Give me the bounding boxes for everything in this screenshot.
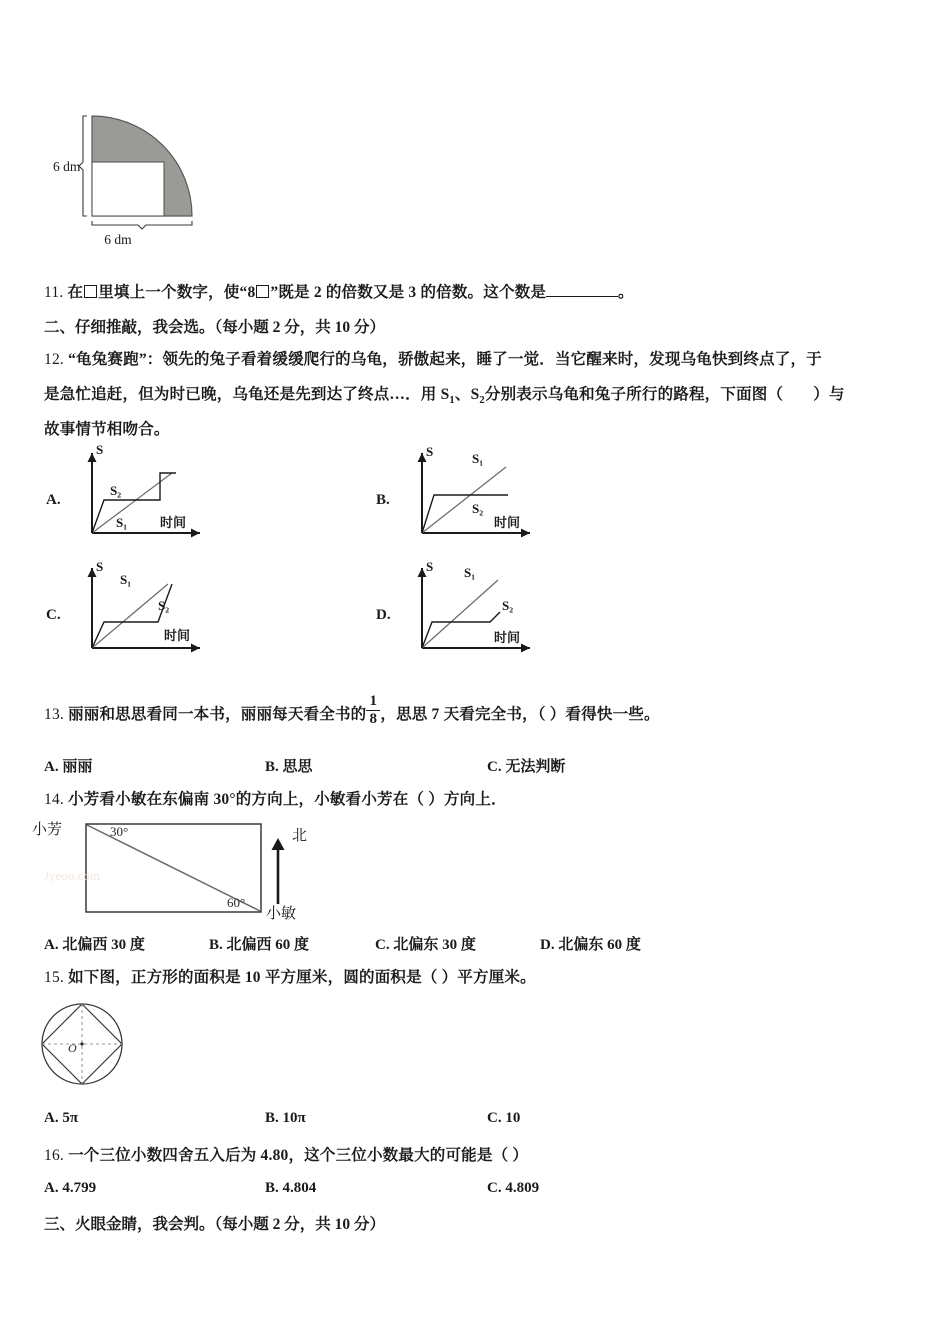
option-14-b[interactable] [209,933,309,954]
question-16 [44,1145,528,1167]
fraction-one-eighth [366,694,380,727]
question-11 [44,282,634,304]
section-3-heading: 三、火眼金睛，我会判。（每小题 2 分，共 10 分） [44,1216,386,1233]
blank-box-icon [84,285,97,298]
option-15-b-text: 10π [282,1110,306,1126]
option-13-b[interactable] [265,755,313,776]
question-13-text-b: ，思思 7 天看完全书，（ ）看得快一些。 [380,706,660,723]
figure-14-label-person-a: 小芳 [32,821,63,838]
option-12-c-s2-label: S₂ [158,598,170,613]
option-16-b-letter: B. [265,1180,279,1196]
figure-circle-with-square [36,996,166,1100]
option-15-a-text: 5π [62,1110,79,1126]
question-15-text: 如下图，正方形的面积是 10 平方厘米，圆的面积是（ ）平方厘米。 [68,969,536,986]
option-12-c-x-axis-label: 时间 [164,628,191,643]
question-14-number: 14. [44,791,64,808]
question-15-number: 15. [44,969,64,986]
option-14-a-letter: A. [44,937,59,953]
option-16-a-text: 4.799 [62,1180,97,1196]
sub-1: 1 [449,395,455,407]
question-16-text: 一个三位小数四舍五入后为 4.80，这个三位小数最大的可能是（ ） [68,1147,529,1164]
question-16-number: 16. [44,1147,64,1164]
question-12-line-2 [44,384,845,412]
option-16-c-letter: C. [487,1180,502,1196]
option-12-c-s1-label: S₁ [120,572,132,587]
option-12-b-x-axis-label: 时间 [494,515,521,530]
option-12-c-letter: C. [46,607,61,623]
fraction-numerator: 1 [366,694,380,711]
question-12-line-1 [44,349,822,371]
question-11-text-after: ”既是 2 的倍数又是 3 的倍数。这个数是 [270,284,547,301]
question-12-text-2c: 分别表示乌龟和兔子所行的路程，下面图（ [484,386,784,403]
option-14-d-text: 北偏东 60 度 [558,937,641,953]
question-12-text-2b: 、S [454,386,480,403]
blank-box-icon-2 [256,285,269,298]
option-16-a[interactable] [44,1180,96,1197]
question-13-number: 13. [44,706,64,723]
figure-quarter-label-bottom: 6 dm [104,232,132,247]
option-16-b[interactable] [265,1180,316,1197]
option-12-a-s2-label: S₂ [110,483,122,498]
option-12-c-graph[interactable] [72,560,232,665]
section-2-heading: 二、仔细推敲，我会选。（每小题 2 分，共 10 分） [44,319,386,336]
option-15-a[interactable] [44,1110,78,1127]
option-16-b-text: 4.804 [282,1180,317,1196]
question-12-text-2a: 是急忙追赶，但为时已晚，乌龟还是先到达了终点…．用 S [44,386,450,403]
option-12-b-y-axis-label: S [426,445,434,459]
option-13-a-letter: A. [44,759,59,775]
option-15-a-letter: A. [44,1110,59,1126]
figure-quarter-label-left: 6 dm [53,159,81,174]
option-15-c-text: 10 [505,1110,521,1126]
option-15-c-letter: C. [487,1110,502,1126]
option-14-d-letter: D. [540,937,555,953]
figure-15-center-label: O [68,1041,77,1055]
figure-14-watermark: Jyeoo.com [44,868,100,883]
question-11-text-mid: 里填上一个数字，使“8 [98,284,256,301]
option-13-a[interactable] [44,755,92,776]
option-12-d-s2-label: S₂ [502,598,514,613]
option-14-c-letter: C. [375,937,390,953]
option-12-a-letter: A. [46,492,61,508]
figure-quarter-circle [50,98,250,250]
figure-14-label-north: 北 [292,827,308,844]
option-14-d[interactable] [540,933,641,954]
question-15 [44,967,536,989]
question-13-text-a: 丽丽和思思看同一本书，丽丽每天看全书的 [68,706,367,723]
figure-14-angle-top: 30° [110,824,129,839]
option-13-c[interactable] [487,755,565,776]
question-14-text: 小芳看小敏在东偏南 30°的方向上，小敏看小芳在（ ）方向上． [68,791,507,808]
option-12-c-y-axis-label: S [96,560,104,574]
option-14-a[interactable] [44,933,145,954]
option-15-b[interactable] [265,1110,306,1127]
option-13-c-text: 无法判断 [505,759,566,775]
question-11-text-before: 在 [67,284,84,301]
option-14-c[interactable] [375,933,476,954]
question-11-number: 11. [44,284,64,301]
figure-direction-diagram [30,808,360,926]
option-12-d-graph[interactable] [402,560,562,665]
option-12-a-graph[interactable] [72,445,232,550]
option-12-a-x-axis-label: 时间 [160,515,187,530]
option-15-b-letter: B. [265,1110,279,1126]
option-13-a-text: 丽丽 [62,759,93,775]
figure-14-label-person-b: 小敏 [266,905,297,922]
option-12-b-s1-label: S₁ [472,451,484,466]
option-13-b-text: 思思 [282,759,313,775]
option-13-b-letter: B. [265,759,279,775]
question-13 [44,694,660,727]
question-12-text-2d: ）与 [813,386,845,403]
option-14-a-text: 北偏西 30 度 [62,937,145,953]
option-12-a-s1-label: S₁ [116,515,128,530]
option-16-c[interactable] [487,1180,539,1197]
question-12-number: 12. [44,351,64,368]
option-12-d-x-axis-label: 时间 [494,630,521,645]
question-12-line-3: 故事情节相吻合。 [44,421,170,438]
option-14-c-text: 北偏东 30 度 [393,937,476,953]
option-12-a-y-axis-label: S [96,445,104,457]
option-16-a-letter: A. [44,1180,59,1196]
option-13-c-letter: C. [487,759,502,775]
option-12-d-y-axis-label: S [426,560,434,574]
option-12-d-s1-label: S₁ [464,565,476,580]
option-16-c-text: 4.809 [505,1180,540,1196]
sub-2: 2 [479,395,485,407]
option-15-c[interactable] [487,1110,520,1127]
option-14-b-letter: B. [209,937,223,953]
option-12-d-letter: D. [376,607,391,623]
option-14-b-text: 北偏西 60 度 [226,937,310,953]
question-12-text-1: “龟兔赛跑”：领先的兔子看着缓缓爬行的乌龟，骄傲起来，睡了一觉．当它醒来时，发现乌龟快到终点了，于 [68,351,822,368]
fraction-denominator: 8 [369,711,378,727]
figure-14-angle-bottom: 60° [227,895,246,910]
answer-blank[interactable] [546,283,618,297]
option-12-b-graph[interactable] [402,445,562,550]
question-11-tail: 。 [618,284,634,301]
option-12-b-letter: B. [376,492,390,508]
option-12-b-s2-label: S₂ [472,501,484,516]
